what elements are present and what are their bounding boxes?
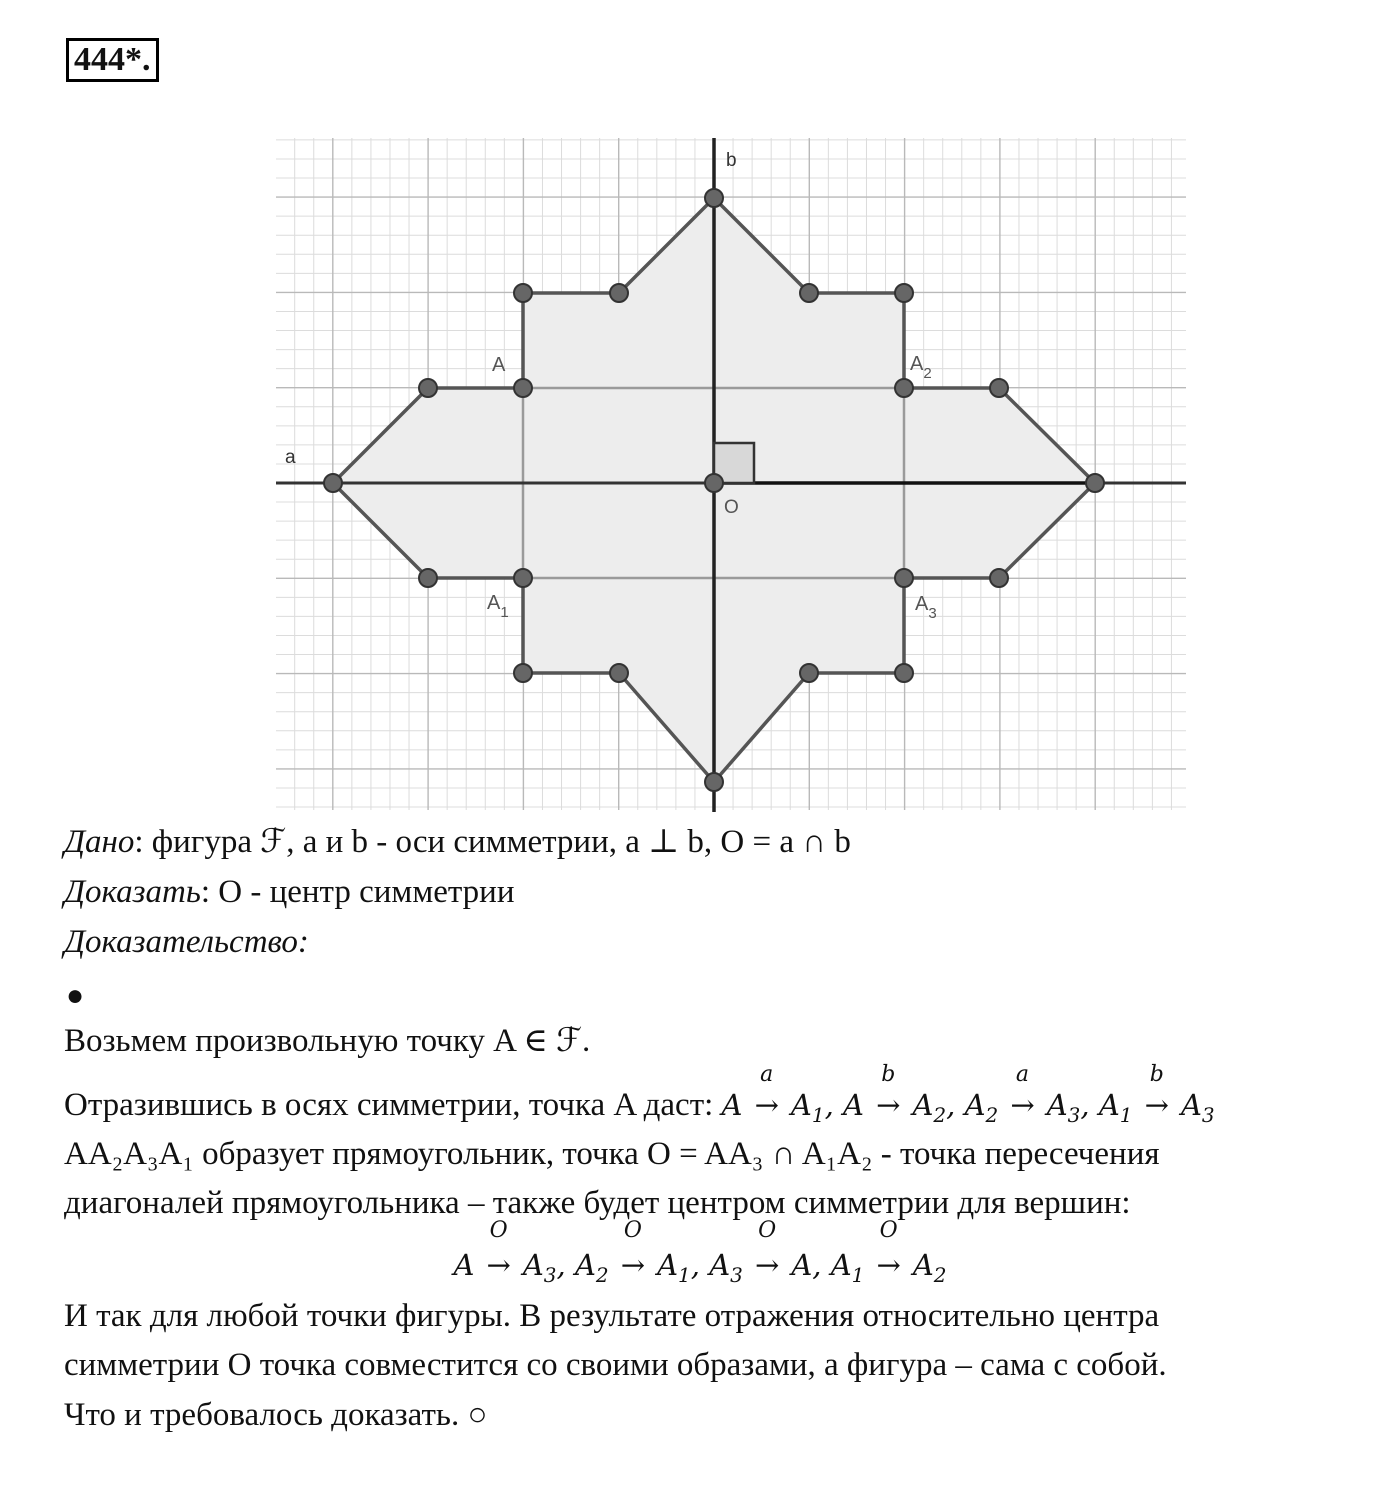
vertex-point bbox=[990, 569, 1008, 587]
vertex-point bbox=[705, 773, 723, 791]
proof-line-1: Возьмем произвольную точку A ∈ ℱ. bbox=[64, 1023, 591, 1059]
prove-text: : O - центр симметрии bbox=[200, 874, 515, 910]
vertex-point bbox=[705, 189, 723, 207]
vertex-point bbox=[419, 379, 437, 397]
given-label: Дано bbox=[64, 824, 135, 860]
proof-label: Доказательство: bbox=[64, 924, 309, 960]
point-a3-label: $A_3$ bbox=[915, 593, 937, 622]
axis-a-label: a bbox=[285, 447, 296, 468]
vertex-point bbox=[324, 474, 342, 492]
vertex-point bbox=[800, 664, 818, 682]
point-a-label: A bbox=[492, 354, 506, 376]
vertex-point bbox=[800, 284, 818, 302]
proof-line-6: И так для любой точки фигуры. В результате отражения относительно центра bbox=[64, 1298, 1160, 1334]
proof-line-2-start: Отразившись в осях симметрии, точка A даст: bbox=[64, 1087, 722, 1123]
proof-line-8: Что и требовалось доказать. ○ bbox=[64, 1397, 488, 1433]
vertex-point bbox=[514, 569, 532, 587]
vertex-point bbox=[514, 664, 532, 682]
vertex-point bbox=[705, 474, 723, 492]
vertex-point bbox=[895, 664, 913, 682]
given-line bbox=[64, 822, 851, 862]
central-symmetry-chain: A O → $A_3$, $A_2$ O → $A_1$, $A_3$ O → A, $A_1$ O → $A_2$ bbox=[453, 1218, 947, 1287]
problem-number: 444*. bbox=[66, 38, 159, 82]
vertex-point bbox=[514, 284, 532, 302]
prove-label: Доказать bbox=[64, 874, 201, 910]
bullet: ● bbox=[66, 979, 85, 1012]
point-a2-label: $A_2$ bbox=[910, 353, 932, 382]
given-text: : фигура ℱ, a и b - оси симметрии, a ⊥ b, O = a ∩ b bbox=[134, 824, 851, 860]
vertex-point bbox=[610, 284, 628, 302]
prove-line bbox=[64, 872, 515, 912]
vertex-point bbox=[895, 284, 913, 302]
vertex-point bbox=[895, 569, 913, 587]
vertex-point bbox=[895, 379, 913, 397]
vertex-point bbox=[514, 379, 532, 397]
point-a1-label: $A_1$ bbox=[487, 592, 509, 621]
vertex-point bbox=[1086, 474, 1104, 492]
center-label: O bbox=[724, 497, 739, 518]
axis-b-label: b bbox=[726, 150, 737, 171]
proof-line-7: симметрии O точка совместится со своими образами, а фигура – сама с собой. bbox=[64, 1347, 1167, 1383]
vertex-point bbox=[610, 664, 628, 682]
vertex-point bbox=[419, 569, 437, 587]
vertex-point bbox=[990, 379, 1008, 397]
proof-line-3: AA₂A₃A₁ образует прямоугольник, точка O = AA₃ ∩ A₁A₂ - точка пересечения bbox=[64, 1136, 1160, 1172]
proof-line-2 bbox=[64, 1062, 1215, 1135]
reflection-chain: A a → $A_1$, A b → $A_2$, $A_2$ a → $A_3$, $A_1$ b → $A_3$ bbox=[721, 1062, 1215, 1127]
proof-line-4: диагоналей прямоугольника – также будет центром симметрии для вершин: bbox=[64, 1185, 1131, 1221]
